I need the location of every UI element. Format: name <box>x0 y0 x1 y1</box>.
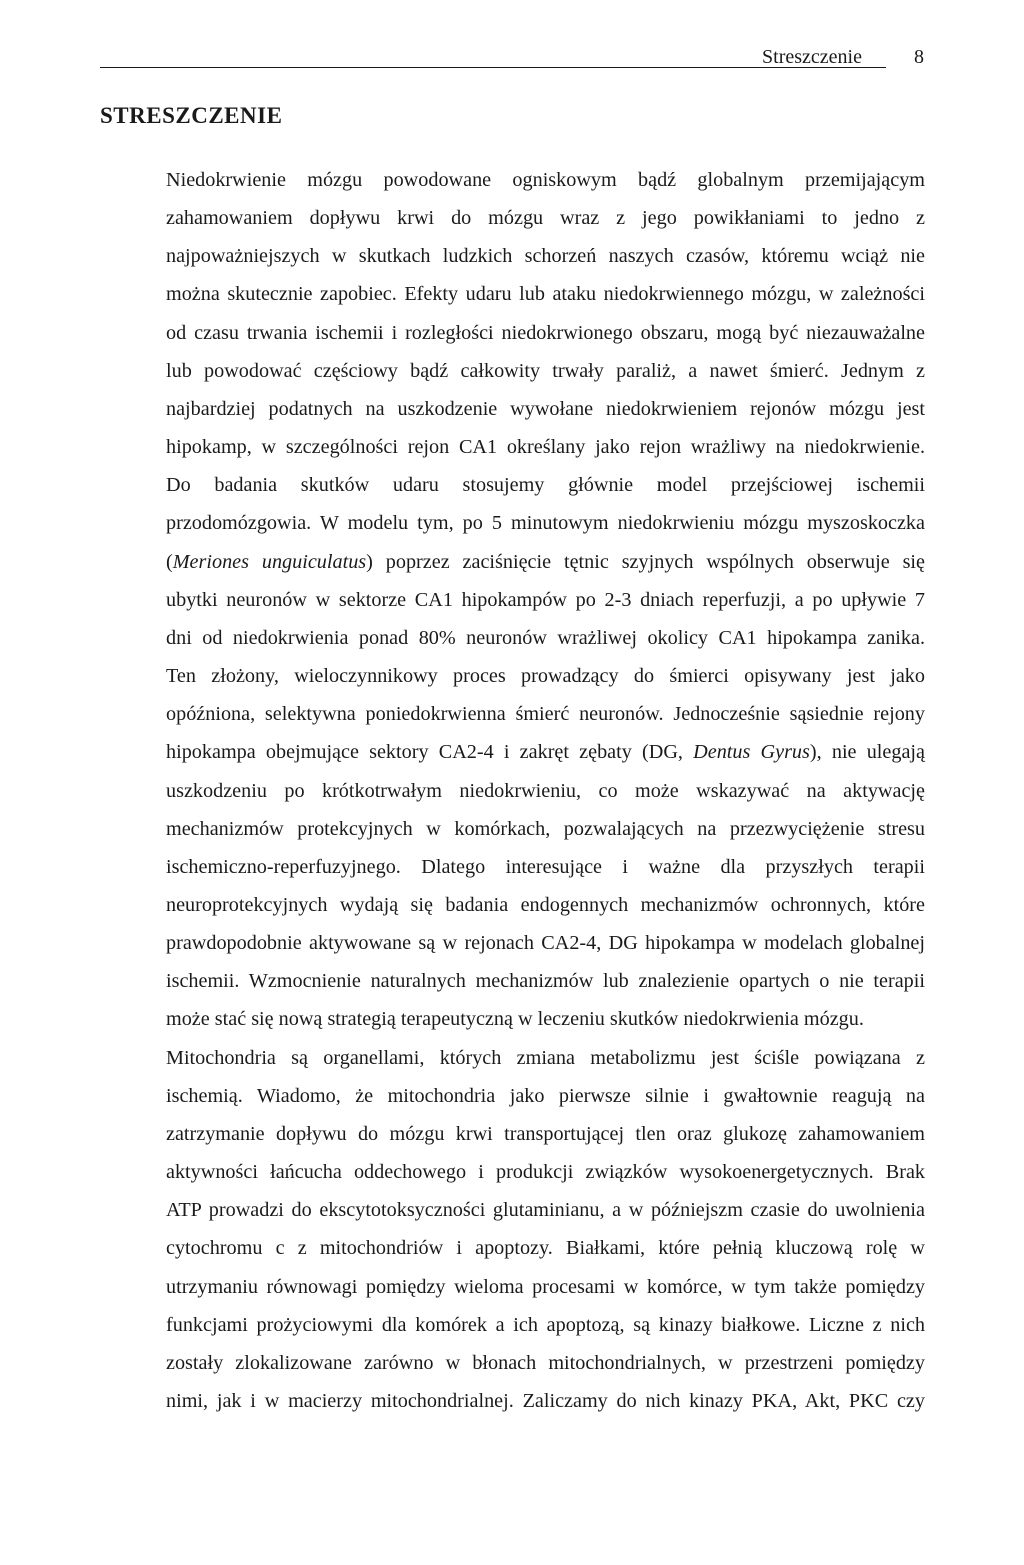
text-line: opóźniona, selektywna poniedokrwienna śmierć neuronów. Jednocześnie sąsiednie rejony <box>166 703 925 726</box>
text-line: Ten złożony, wieloczynnikowy proces prowadzący do śmierci opisywany jest jako <box>166 665 925 688</box>
text-line: mechanizmów protekcyjnych w komórkach, pozwalających na przezwyciężenie stresu <box>166 817 925 840</box>
running-title: Streszczenie <box>762 46 862 68</box>
text-line: prawdopodobnie aktywowane są w rejonach CA2-4, DG hipokampa w modelach globalnej <box>166 932 925 955</box>
text-line: aktywności łańcucha oddechowego i produkcji związków wysokoenergetycznych. Brak <box>166 1161 925 1184</box>
running-header <box>100 44 924 70</box>
text-line: przodomózgowia. W modelu tym, po 5 minutowym niedokrwieniu mózgu myszoskoczka <box>166 512 925 535</box>
text-line: Do badania skutków udaru stosujemy głównie model przejściowej ischemii <box>166 474 925 497</box>
text-line: dni od niedokrwienia ponad 80% neuronów wrażliwej okolicy CA1 hipokampa zanika. <box>166 626 925 649</box>
text-line: neuroprotekcyjnych wydają się badania endogennych mechanizmów ochronnych, które <box>166 893 925 916</box>
text-line: ischemiczno-reperfuzyjnego. Dlatego interesujące i ważne dla przyszłych terapii <box>166 855 925 878</box>
text-line: od czasu trwania ischemii i rozległości niedokrwionego obszaru, mogą być niezauważalne <box>166 321 925 344</box>
text-line: Niedokrwienie mózgu powodowane ogniskowym bądź globalnym przemijającym <box>166 169 925 191</box>
text-line: można skutecznie zapobiec. Efekty udaru lub ataku niedokrwiennego mózgu, w zależności <box>166 283 925 306</box>
text-line: cytochromu c z mitochondriów i apoptozy. Białkami, które pełnią kluczową rolę w <box>166 1237 925 1260</box>
text-line: Mitochondria są organellami, których zmiana metabolizmu jest ściśle powiązana z <box>166 1046 925 1069</box>
text-line: utrzymaniu równowagi pomiędzy wieloma procesami w komórce, w tym także pomiędzy <box>166 1275 925 1298</box>
text-line: hipokamp, w szczególności rejon CA1 określany jako rejon wrażliwy na niedokrwienie. <box>166 436 925 459</box>
paragraph-1 <box>100 161 925 1039</box>
page-number: 8 <box>914 46 924 68</box>
text-line: (Meriones unguiculatus) poprzez zaciśnięcie tętnic szyjnych wspólnych obserwuje się <box>166 550 925 573</box>
latin-term: Dentus Gyrus <box>693 741 810 764</box>
text-line: funkcjami prożyciowymi dla komórek a ich apoptozą, są kinazy białkowe. Liczne z nich <box>166 1313 925 1336</box>
text-line: najpoważniejszych w skutkach ludzkich schorzeń naszych czasów, któremu wciąż nie <box>166 245 925 268</box>
text-line: zahamowaniem dopływu krwi do mózgu wraz z jego powikłaniami to jedno z <box>166 207 925 230</box>
text-line: zostały zlokalizowane zarówno w błonach mitochondrialnych, w przestrzeni pomiędzy <box>166 1351 925 1374</box>
text-line: uszkodzeniu po krótkotrwałym niedokrwieniu, co może wskazywać na aktywację <box>166 779 925 802</box>
text-line: może stać się nową strategią terapeutyczną w leczeniu skutków niedokrwienia mózgu. <box>166 1008 864 1031</box>
text-line: lub powodować częściowy bądź całkowity trwały paraliż, a nawet śmierć. Jednym z <box>166 359 925 382</box>
text-line: zatrzymanie dopływu do mózgu krwi transportującej tlen oraz glukozę zahamowaniem <box>166 1122 925 1145</box>
text-line: ATP prowadzi do ekscytotoksyczności glutaminianu, a w późniejszm czasie do uwolnienia <box>166 1199 925 1222</box>
section-heading: STRESZCZENIE <box>100 103 283 128</box>
latin-term: Meriones unguiculatus <box>172 550 367 573</box>
text-line: hipokampa obejmujące sektory CA2-4 i zakręt zębaty (DG, Dentus Gyrus), nie ulegają <box>166 741 925 764</box>
body-text <box>100 161 925 1420</box>
text-line: nimi, jak i w macierzy mitochondrialnej. Zaliczamy do nich kinazy PKA, Akt, PKC czy <box>166 1390 925 1412</box>
text-line: ischemią. Wiadomo, że mitochondria jako pierwsze silnie i gwałtownie reagują na <box>166 1084 925 1107</box>
text-line: ubytki neuronów w sektorze CA1 hipokampów po 2-3 dniach reperfuzji, a po upływie 7 <box>166 588 925 611</box>
paragraph-2 <box>100 1039 925 1421</box>
text-line: ischemii. Wzmocnienie naturalnych mechanizmów lub znalezienie opartych o nie terapii <box>166 970 925 993</box>
text-line: najbardziej podatnych na uszkodzenie wywołane niedokrwieniem rejonów mózgu jest <box>166 397 925 420</box>
